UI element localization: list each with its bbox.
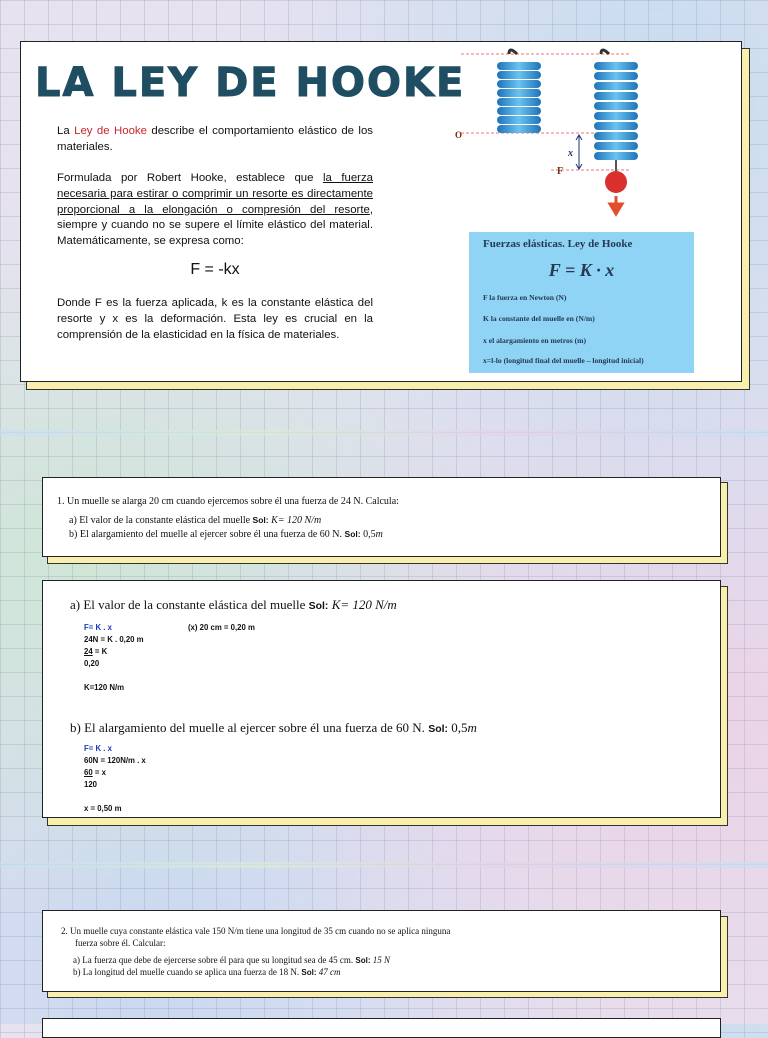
solution-value: 0,5 [448,720,468,735]
hooke-formula: F = -kx [190,261,240,278]
exercise-2-card [42,910,721,992]
solution-value: 47 cm [316,967,341,977]
origin-label: O [455,130,463,140]
solution-value: 0,5 [360,529,376,540]
sol-label: Sol: [308,600,329,612]
hanging-mass [605,171,627,193]
text-fragment: a) La fuerza que debe de ejercerse sobre él para que su longitud sea de 45 cm. [73,955,356,965]
force-arrow-icon [610,196,622,214]
sol-label: Sol: [355,956,371,965]
exercise-2-part-b [73,967,341,977]
calc-b [84,743,146,815]
intro-paragraph-2 [57,171,373,250]
info-box-title: Fuerzas elásticas. Ley de Hooke [483,238,633,250]
text-fragment: a) El valor de la constante elástica del muelle [69,515,253,526]
exercise-2-part-a [73,955,390,965]
calc-formula: F= K . x [84,744,112,753]
solution-value: 15 N [370,955,390,965]
calc-line [84,646,255,658]
solution-1-card [42,580,721,818]
underlined-definition: la fuerza necesaria para estirar o comprimir un resorte es directamente proporcional a la elongación o compresión del resorte [57,172,373,216]
text-fragment: b) La longitud del muelle cuando se aplica una fuerza de 18 N. [73,967,302,977]
text-fragment: describe el comportamiento elástico de los materiales. [57,125,373,153]
solution-unit: m [375,529,383,540]
text-fragment: b) El alargamiento del muelle al ejercer sobre él una fuerza de 60 N. [70,720,429,735]
spring-hook [509,50,517,54]
calc-result: K=120 N/m [84,682,125,692]
next-card-edge [42,1018,721,1038]
exercise-1-card [42,477,721,557]
sol-label: Sol: [252,515,269,525]
calc-line: 60N = 120N/m . x [84,755,146,765]
info-box-formula: F = K · x [548,260,615,280]
sol-label: Sol: [428,723,449,735]
spring-right [594,62,638,160]
spring-hook [601,50,609,54]
intro-paragraph-1 [57,124,373,156]
calc-formula: F= K . x [84,623,112,632]
text-fragment: = K [92,646,108,656]
calc-a [84,622,255,694]
solution-1-part-b-heading [70,720,477,736]
hooke-info-box [469,232,694,373]
spring-left [497,62,541,133]
unit-conversion: (x) 20 cm = 0,20 m [187,623,255,632]
exercise-1-part-b [69,529,383,540]
ley-de-hooke-highlight: Ley de Hooke [74,125,147,137]
background-band [0,862,768,868]
fraction-denominator: 120 [84,779,98,789]
calc-line: 24N = K . 0,20 m [84,634,144,644]
exercise-1-part-a [69,515,321,526]
text-fragment: = x [92,767,106,777]
intro-paragraph-3: Donde F es la fuerza aplicada, k es la constante elástica del resorte y x es la deformación. Esta ley es crucial en la comprensión de la elasticidad en la física de materiales. [57,297,373,341]
force-label: F [557,166,564,177]
info-box-line: F la fuerza en Newton (N) [483,293,567,302]
background-band [0,430,768,436]
info-box-line: x=l-lo (longitud final del muelle – longitud inicial) [483,356,644,365]
solution-1-part-a-heading [70,597,397,613]
calc-result: x = 0,50 m [84,803,122,813]
text-fragment: Formulada por Robert Hooke, establece que [57,172,323,184]
info-box-line: x el alargamiento en metros (m) [483,336,586,345]
text-fragment: b) El alargamiento del muelle al ejercer sobre él una fuerza de 60 N. [69,529,345,540]
text-fragment: La [57,125,75,137]
exercise-2-statement-line-1: 2. Un muelle cuya constante elástica vale 150 N/m tiene una longitud de 35 cm cuando no se aplica ninguna [61,926,451,936]
solution-value: K= 120 N/m [268,515,322,526]
text-fragment: , siempre y cuando no se supere el límite elástico del material. Matemáticamente, se expresa como: [57,203,373,248]
exercise-2-statement-line-2: fuerza sobre él. Calcular: [75,938,166,948]
intro-card [20,41,742,382]
sol-label: Sol: [301,968,317,977]
info-box-line: K la constante del muelle en (N/m) [483,314,595,323]
x-label: x [568,148,573,159]
fraction-denominator: 0,20 [84,658,100,668]
page-title: LA LEY DE HOOKE [35,60,466,106]
fraction-numerator: 60 [84,767,93,777]
solution-value: K= 120 N/m [328,597,397,612]
text-fragment: a) El valor de la constante elástica del muelle [70,597,309,612]
solution-unit: m [467,720,477,735]
calc-line [84,767,146,779]
sol-label: Sol: [344,529,361,539]
exercise-1-statement: 1. Un muelle se alarga 20 cm cuando ejercemos sobre él una fuerza de 24 N. Calcula: [57,496,399,507]
calc-line [84,622,255,634]
spring-diagram [451,48,701,228]
fraction-numerator: 24 [84,646,93,656]
